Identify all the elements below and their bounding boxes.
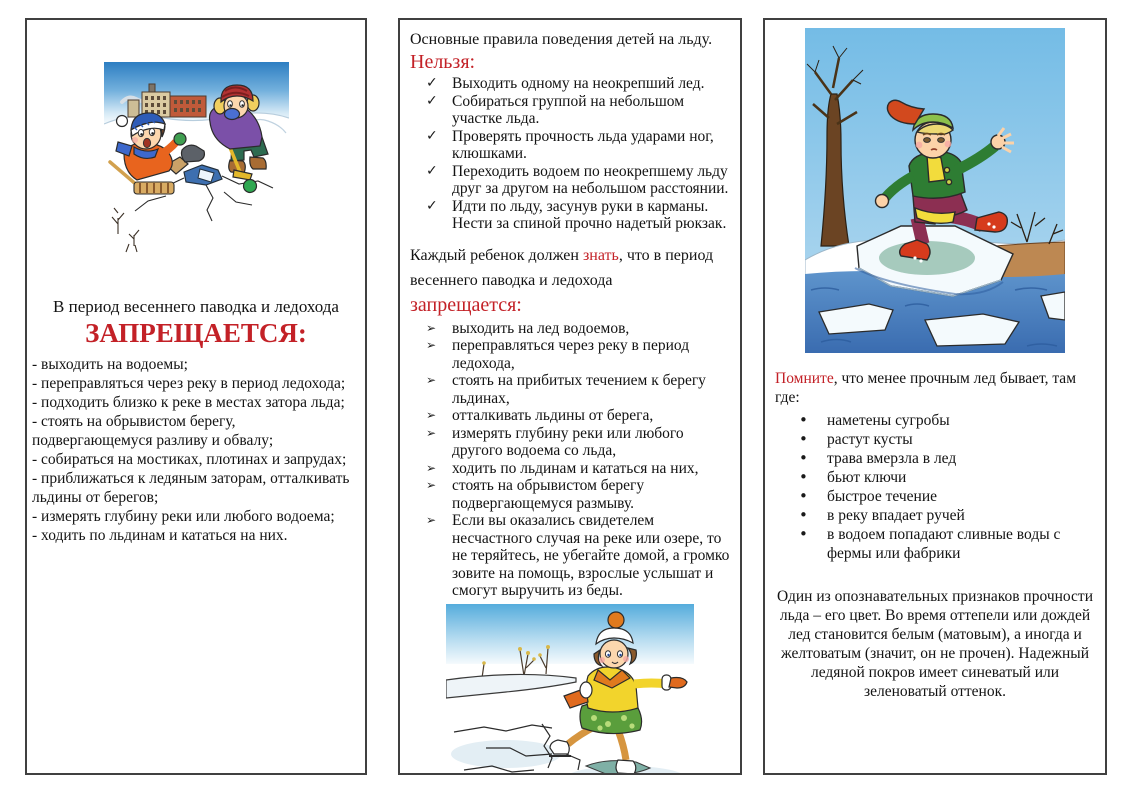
boy-ice-floe-svg (805, 28, 1065, 353)
list-item: - стоять на обрывистом берегу, подвергающемуся разливу и обвалу; (32, 413, 274, 449)
list-item (410, 93, 730, 128)
list-item (410, 460, 730, 478)
list-item: - собираться на мостиках, плотинах и запрудах; (32, 451, 347, 468)
illustration-children-on-cracked-ice (27, 62, 365, 267)
panel-middle (398, 18, 742, 775)
list-item (787, 468, 1095, 487)
check-icon: ✓ (426, 162, 438, 179)
list-item-text: измерять глубину реки или любого другого водоема со льда, (452, 424, 684, 459)
list-item-text: бьют ключи (827, 469, 907, 486)
panel-left (25, 18, 367, 775)
list-item-text: Выходить одному на неокрепший лед. (452, 75, 705, 92)
list-item-text: в водоем попадают сливные воды с фермы или фабрики (827, 526, 1061, 562)
list-item-text: Собираться группой на небольшом участке льда. (452, 92, 685, 127)
list-item: - измерять глубину реки или любого водоема; (32, 508, 335, 525)
list-item: - переправляться через реку в период ледохода; (32, 375, 346, 392)
list-item (410, 407, 730, 425)
list-item (410, 128, 730, 163)
list-item-text: переправляться через реку в период ледохода, (452, 337, 690, 372)
list-item (787, 506, 1095, 525)
banned-list (410, 320, 730, 600)
list-item-text: трава вмерзла в лед (827, 450, 957, 467)
weak-ice-list (787, 411, 1095, 563)
remember-text: , что менее прочным лед бывает, там где: (775, 370, 1076, 406)
list-item (410, 512, 730, 600)
left-heading-forbidden: ЗАПРЕЩАЕТСЯ: (85, 318, 307, 348)
list-item (787, 411, 1095, 430)
arrow-icon: ➢ (426, 513, 437, 527)
list-item: - выходить на водоемы; (32, 356, 188, 373)
list-item-text: быстрое течение (827, 488, 937, 505)
ice-color-note: Один из опознавательных признаков прочности льда – его цвет. Во время оттепели или дождей лед становится белым (матовым), а иногда и желтоватым (значит, он не прочен). Надежный ледяной покров имеет синеватый или зеленоватый оттенок. (777, 588, 1094, 700)
list-item (410, 75, 730, 93)
know-red-forbidden: запрещается: (410, 293, 522, 316)
check-icon: ✓ (426, 75, 438, 91)
list-item-text: наметены сугробы (827, 412, 950, 429)
bullet-icon: • (799, 411, 808, 429)
list-item: - подходить близко к реке в местах затора льда; (32, 394, 345, 411)
check-icon: ✓ (426, 92, 438, 109)
know-text-1: Каждый ребенок должен (410, 246, 583, 264)
arrow-icon: ➢ (426, 338, 437, 352)
list-item-text: Переходить водоем по неокрепшему льду друг за другом на небольшом расстоянии. (452, 162, 729, 197)
list-item (787, 525, 1095, 563)
list-item: - приближаться к ледяным заторам, отталкивать льдины от берегов; (32, 470, 350, 506)
arrow-icon: ➢ (426, 460, 437, 475)
cannot-list (410, 75, 730, 233)
list-item-text: выходить на лед водоемов, (452, 319, 630, 337)
arrow-icon: ➢ (426, 425, 437, 440)
bullet-icon: • (799, 468, 808, 486)
bullet-icon: • (799, 449, 808, 467)
list-item-text: растут кусты (827, 431, 913, 448)
left-heading-line: В период весеннего паводка и ледохода (53, 297, 339, 316)
list-item-text: Идти по льду, засунув руки в карманы. Нести за спиной прочно надетый рюкзак. (452, 197, 727, 232)
children-ice-svg (104, 62, 289, 267)
check-icon: ✓ (426, 197, 438, 214)
remember-red-word: Помните (775, 370, 834, 387)
remember-paragraph (775, 369, 1095, 407)
left-heading (27, 297, 365, 349)
illustration-girl-skating (400, 604, 740, 776)
arrow-icon: ➢ (426, 373, 437, 387)
forbidden-list (27, 355, 365, 545)
list-item (410, 337, 730, 372)
list-item-text: отталкивать льдины от берега, (452, 407, 654, 424)
arrow-icon: ➢ (426, 408, 437, 422)
list-item-text: стоять на прибитых течением к берегу льдинах, (452, 372, 706, 407)
rules-title: Основные правила поведения детей на льду. (410, 31, 713, 48)
bullet-icon: • (799, 525, 808, 543)
list-item (787, 430, 1095, 449)
arrow-icon: ➢ (426, 320, 437, 335)
list-item-text: в реку впадает ручей (827, 507, 965, 524)
know-text-2: , что в период весеннего паводка и ледохода (410, 246, 714, 289)
list-item: - ходить по льдинам и кататься на них. (32, 527, 288, 544)
list-item-text: ходить по льдинам и кататься на них, (452, 459, 699, 477)
list-item (410, 477, 730, 512)
list-item-text: Если вы оказались свидетелем несчастного случая на реке или озере, то не теряйтесь, не убегайте домой, а громко зовите на помощь, взрослые услышат и смогут выручить из беды. (452, 512, 730, 599)
list-item-text: стоять на обрывистом берегу подвергающемуся размыву. (452, 477, 645, 512)
list-item (410, 372, 730, 407)
illustration-boy-on-ice-floe (765, 28, 1105, 353)
list-item (410, 163, 730, 198)
cannot-heading: Нельзя: (410, 51, 476, 73)
girl-skating-svg (446, 604, 694, 776)
list-item (410, 320, 730, 338)
list-item (410, 198, 730, 233)
list-item (787, 449, 1095, 468)
panel-right (763, 18, 1107, 775)
list-item (787, 487, 1095, 506)
bullet-icon: • (799, 487, 808, 505)
bullet-icon: • (799, 430, 808, 448)
arrow-icon: ➢ (426, 478, 437, 492)
check-icon: ✓ (426, 127, 438, 144)
list-item-text: Проверять прочность льда ударами ног, клюшками. (452, 127, 714, 162)
list-item (410, 425, 730, 460)
bullet-icon: • (799, 506, 808, 524)
know-paragraph (410, 243, 728, 319)
know-red-word: знать (582, 246, 619, 264)
